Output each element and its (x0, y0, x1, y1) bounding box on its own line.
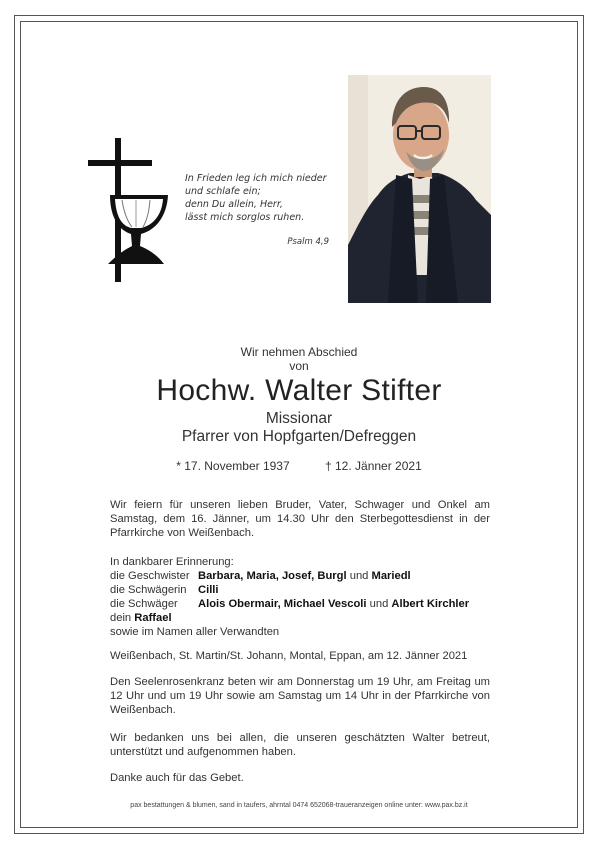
siblings-label: die Geschwister (110, 570, 190, 582)
psalm-verse (185, 172, 335, 224)
rosary-paragraph: Den Seelenrosenkranz beten wir am Donnerstag um 19 Uhr, am Freitag um 12 Uhr und um 19 Uhr sowie am Samstag um 14 Uhr in der Pfarrkirche von Weißenbach. (110, 676, 490, 716)
siblings-row (110, 569, 490, 583)
brothersinlaw-conjunction: und (369, 598, 389, 610)
intro-line-1: Wir nehmen Abschied (240, 345, 358, 359)
verse-line: denn Du allein, Herr, (185, 199, 283, 210)
verse-line: und schlafe ein; (185, 186, 261, 197)
death-date: † 12. Jänner 2021 (325, 459, 422, 473)
remembrance-block (110, 555, 490, 639)
place-date-line: Weißenbach, St. Martin/St. Johann, Montal, Eppan, am 12. Jänner 2021 (110, 650, 468, 662)
brothersinlaw-last: Albert Kirchler (391, 598, 470, 610)
footer-credit: pax bestattungen & blumen, sand in taufers, ahrntal 0474 652068-traueranzeigen online unter: www.pax.bz.it (130, 802, 468, 809)
siblings-conjunction: und (349, 570, 369, 582)
thanks-paragraph: Wir bedanken uns bei allen, die unseren geschätzten Walter betreut, unterstützt und aufgenommen haben. (110, 732, 490, 758)
verse-line: In Frieden leg ich mich nieder (185, 173, 327, 184)
siblings-names: Barbara, Maria, Josef, Burgl (198, 570, 347, 582)
announcement-paragraph: Wir feiern für unseren lieben Bruder, Vater, Schwager und Onkel am Samstag, dem 16. Jänner, um 14.30 Uhr den Sterbegottesdienst in der Pfarrkirche von Weißenbach. (110, 499, 490, 539)
parish-title: Pfarrer von Hopfgarten/Defreggen (181, 428, 417, 445)
sisterinlaw-label: die Schwägerin (110, 584, 187, 596)
brothersinlaw-row (110, 597, 490, 611)
brothersinlaw-label: die Schwäger (110, 598, 178, 610)
dein-label: dein (110, 612, 132, 624)
intro-line-2: von (289, 359, 309, 373)
birth-date: * 17. November 1937 (176, 459, 290, 473)
life-dates (20, 459, 578, 473)
prayer-thanks-line: Danke auch für das Gebet. (110, 772, 244, 784)
dein-row (110, 611, 490, 625)
cross-chalice-icon (88, 138, 172, 282)
portrait-photo (348, 75, 491, 303)
remembrance-heading: In dankbarer Erinnerung: (110, 556, 234, 568)
verse-line: lässt mich sorglos ruhen. (185, 212, 305, 223)
brothersinlaw-names: Alois Obermair, Michael Vescoli (198, 598, 367, 610)
sisterinlaw-row (110, 583, 490, 597)
siblings-last: Mariedl (371, 570, 411, 582)
dein-name: Raffael (134, 612, 172, 624)
verse-reference: Psalm 4,9 (287, 237, 329, 247)
sisterinlaw-name: Cilli (198, 584, 219, 596)
deceased-name: Hochw. Walter Stifter (156, 374, 442, 407)
role-title: Missionar (265, 410, 333, 427)
relatives-line: sowie im Namen aller Verwandten (110, 626, 280, 638)
